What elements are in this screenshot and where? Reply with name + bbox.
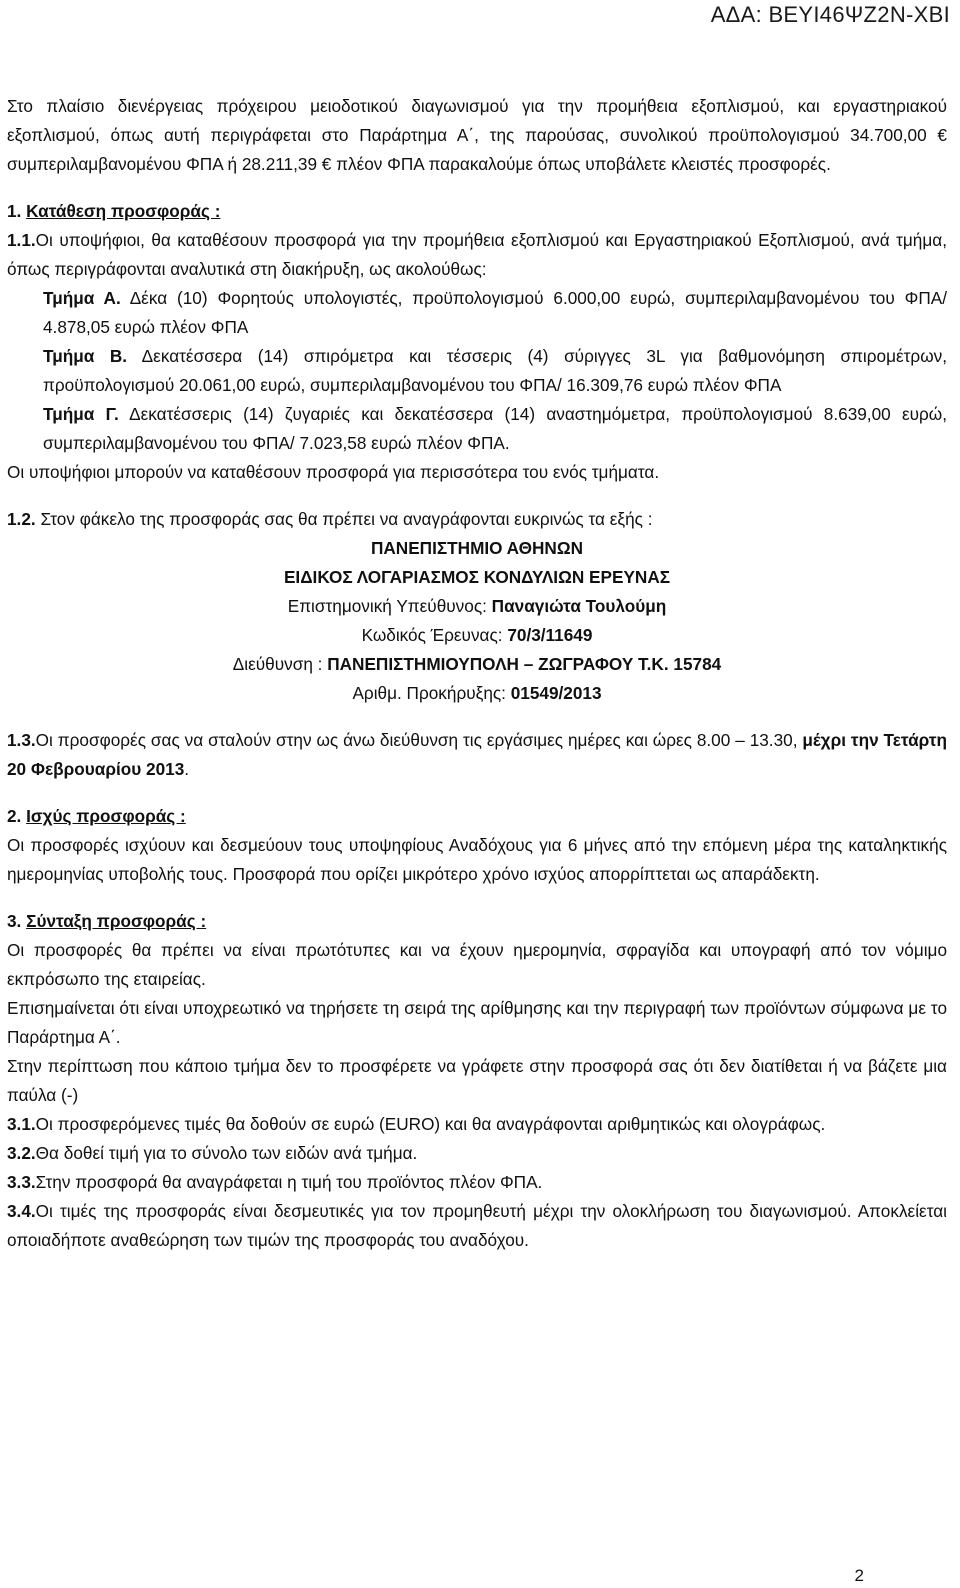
paragraph-1-1 [7,226,947,284]
paragraph-1-2-number: 1.2. [7,509,36,529]
part-b-label: Τμήμα Β. [43,346,128,366]
paragraph-3-4-number: 3.4. [7,1201,36,1221]
section-3-number: 3. [7,911,22,931]
declaration-value: 01549/2013 [510,683,602,703]
research-code-label: Κωδικός Έρευνας: [361,625,508,645]
envelope-address [7,650,947,679]
part-b [7,342,947,400]
envelope-university: ΠΑΝΕΠΙΣΤΗΜΙΟ ΑΘΗΝΩΝ [370,538,584,558]
address-label: Διεύθυνση : [232,654,328,674]
section-1-number: 1. [7,201,22,221]
section-2-title: Ισχύς προσφοράς : [26,806,186,826]
envelope-label-block [7,534,947,708]
part-a-label: Τμήμα Α. [43,288,121,308]
part-c-label: Τμήμα Γ. [43,404,119,424]
envelope-account: ΕΙΔΙΚΟΣ ΛΟΓΑΡΙΑΣΜΟΣ ΚΟΝΔΥΛΙΩΝ ΕΡΕΥΝΑΣ [283,567,671,587]
paragraph-3-1-text: Οι προσφερόμενες τιμές θα δοθούν σε ευρώ (EURO) και θα αναγράφονται αριθμητικώς και ολογράφως. [35,1114,826,1134]
paragraph-1-3-text: Οι προσφορές σας να σταλούν στην ως άνω διεύθυνση τις εργάσιμες ημέρες και ώρες 8.00 – 13.30, [35,730,803,750]
declaration-label: Αριθμ. Προκήρυξης: [352,683,511,703]
paragraph-1-2-text: Στον φάκελο της προσφοράς σας θα πρέπει να αναγράφονται ευκρινώς τα εξής : [40,509,653,529]
page-number: 2 [854,1566,864,1585]
paragraph-3-1 [7,1110,947,1139]
part-c-text: Δεκατέσσερις (14) ζυγαριές και δεκατέσσερα (14) αναστημόμετρα, προϋπολογισμού 8.639,00 ευρώ, συμπεριλαμβανομένου του ΦΠΑ/ 7.023,58 ευρώ πλέον ΦΠΑ. [43,404,948,453]
paragraph-1-1-number: 1.1. [7,230,36,250]
paragraph-3-2 [7,1139,947,1168]
section-2-text: Οι προσφορές ισχύουν και δεσμεύουν τους υποψηφίους Αναδόχους για 6 μήνες από την επόμενη μέρα της καταληκτικής ημερομηνίας υποβολής τους. Προσφορά που ορίζει μικρότερο χρόνο ισχύος απορρίπτεται ως απαράδεκτη. [7,835,947,884]
paragraph-3-2-number: 3.2. [7,1143,36,1163]
document-body [7,92,947,1255]
section-2-number: 2. [7,806,22,826]
envelope-research-code [7,621,947,650]
scientific-lead-label: Επιστημονική Υπεύθυνος: [287,596,492,616]
part-a [7,284,947,342]
part-a-text: Δέκα (10) Φορητούς υπολογιστές, προϋπολογισμού 6.000,00 ευρώ, συμπεριλαμβανομένου του ΦΠΑ/ 4.878,05 ευρώ πλέον ΦΠΑ [43,288,947,337]
envelope-declaration [7,679,947,708]
paragraph-3-3-number: 3.3. [7,1172,36,1192]
paragraph-3-2-text: Θα δοθεί τιμή για το σύνολο των ειδών ανά τμήμα. [35,1143,418,1163]
paragraph-3-4 [7,1197,947,1255]
ada-identifier: ΑΔΑ: ΒΕΥΙ46ΨΖ2Ν-ΧΒΙ [710,2,950,27]
part-b-text: Δεκατέσσερα (14) σπιρόμετρα και τέσσερις (4) σύριγγες 3L για βαθμονόμηση σπιρομέτρων, προϋπολογισμού 20.061,00 ευρώ, συμπεριλαμβανομένου του ΦΠΑ/ 16.309,76 ευρώ πλέον ΦΠΑ [43,346,948,395]
multi-part-note: Οι υποψήφιοι μπορούν να καταθέσουν προσφορά για περισσότερα του ενός τμήματα. [7,462,660,482]
paragraph-1-3 [7,726,947,784]
paragraph-3-4-text: Οι τιμές της προσφοράς είναι δεσμευτικές για τον προμηθευτή μέχρι την ολοκλήρωση του διαγωνισμού. Αποκλείεται οποιαδήποτε αναθεώρηση των τιμών της προσφοράς του αναδόχου. [7,1201,947,1250]
section-3-text-1: Οι προσφορές θα πρέπει να είναι πρωτότυπες και να έχουν ημερομηνία, σφραγίδα και υπογραφή από τον νόμιμο εκπρόσωπο της εταιρείας. [7,940,947,989]
section-2-heading [7,802,947,831]
section-3-title: Σύνταξη προσφοράς : [26,911,207,931]
section-3-heading [7,907,947,936]
intro-paragraph: Στο πλαίσιο διενέργειας πρόχειρου μειοδοτικού διαγωνισμού για την προμήθεια εξοπλισμού, και εργαστηριακού εξοπλισμού, όπως αυτή περιγράφεται στο Παράρτημα Α΄, της παρούσας, συνολικού προϋπολογισμού 34.700,00 € συμπεριλαμβανομένου ΦΠΑ ή 28.211,39 € πλέον ΦΠΑ παρακαλούμε όπως υποβάλετε κλειστές προσφορές. [7,96,947,174]
paragraph-1-1-text: Οι υποψήφιοι, θα καταθέσουν προσφορά για την προμήθεια εξοπλισμού και Εργαστηριακού Εξοπλισμού, ανά τμήμα, όπως περιγράφονται αναλυτικά στη διακήρυξη, ως ακολούθως: [7,230,947,279]
paragraph-1-2 [7,505,947,534]
section-3-text-3: Στην περίπτωση που κάποιο τμήμα δεν το προσφέρετε να γράφετε στην προσφορά σας ότι δεν διατίθεται ή να βάζετε μια παύλα (-) [7,1056,947,1105]
paragraph-1-3-deadline: μέχρι την Τετάρτη 20 Φεβρουαρίου 2013 [7,730,947,779]
section-1-title: Κατάθεση προσφοράς : [26,201,221,221]
envelope-scientific-lead [7,592,947,621]
section-1-heading [7,197,947,226]
paragraph-1-3-number: 1.3. [7,730,36,750]
part-c [7,400,947,458]
research-code-value: 70/3/11649 [507,625,593,645]
section-3-text-2: Επισημαίνεται ότι είναι υποχρεωτικό να τηρήσετε τη σειρά της αρίθμησης και την περιγραφή των προϊόντων σύμφωνα με το Παράρτημα Α΄. [7,998,947,1047]
paragraph-3-3-text: Στην προσφορά θα αναγράφεται η τιμή του προϊόντος πλέον ΦΠΑ. [35,1172,543,1192]
scientific-lead-value: Παναγιώτα Τουλούμη [491,596,667,616]
paragraph-1-3-end: . [184,759,190,779]
paragraph-3-1-number: 3.1. [7,1114,36,1134]
paragraph-3-3 [7,1168,947,1197]
address-value: ΠΑΝΕΠΙΣΤΗΜΙΟΥΠΟΛΗ – ΖΩΓΡΑΦΟΥ Τ.Κ. 15784 [327,654,722,674]
